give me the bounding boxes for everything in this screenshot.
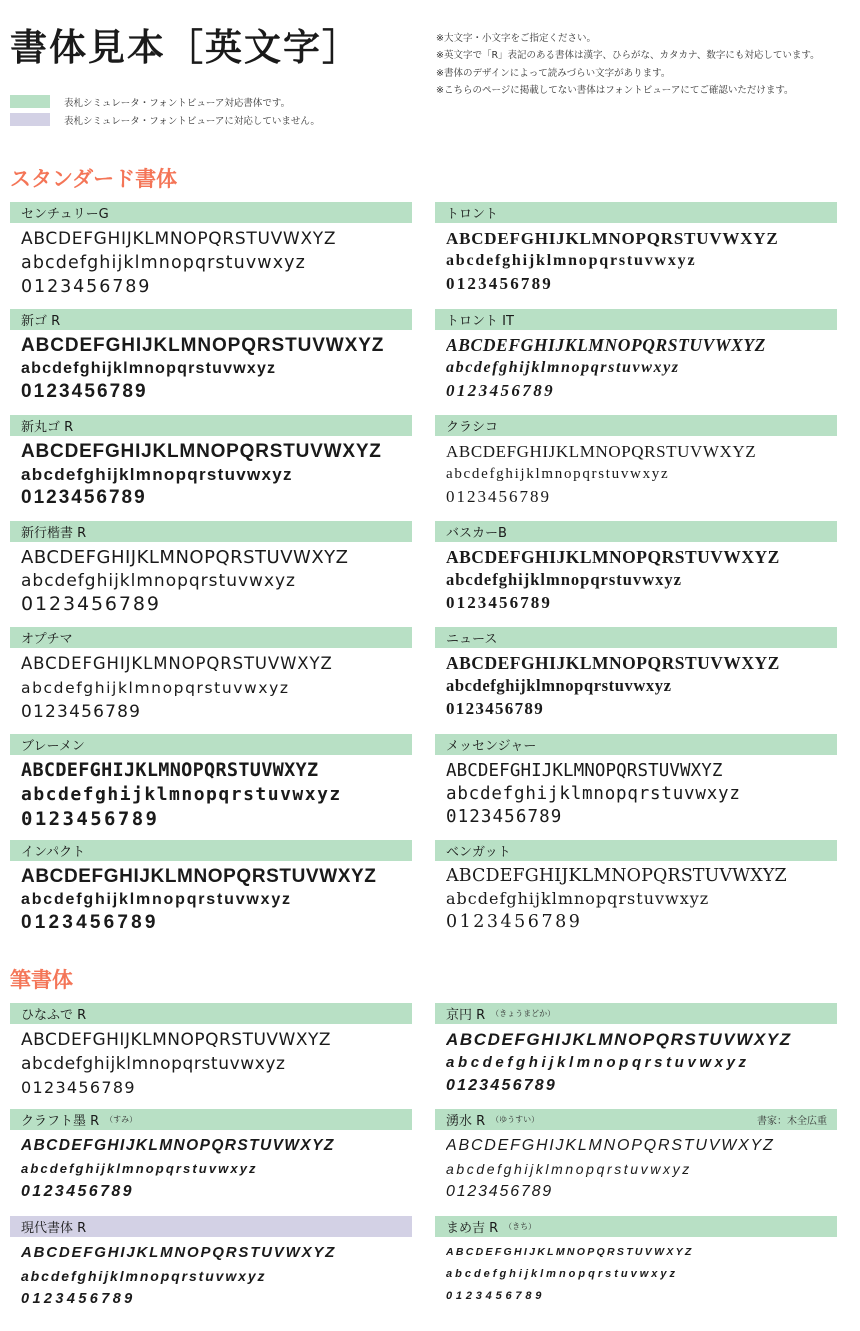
sample-lowercase: abcdefghijklmnopqrstuvwxyz: [21, 571, 296, 591]
sample-uppercase: ABCDEFGHIJKLMNOPQRSTUVWXYZ: [446, 1137, 775, 1154]
font-sample-card: [435, 734, 837, 829]
sample-digits: 0123456789: [21, 702, 142, 722]
font-sample-card: [10, 1109, 412, 1204]
legend-text: 表札シミュレータ・フォントビューア対応書体です。: [64, 97, 291, 109]
font-name-bar: [435, 840, 837, 861]
font-sample: [10, 861, 412, 935]
font-name: バスカーB: [446, 526, 507, 541]
font-sample-card: [435, 840, 837, 934]
sample-lowercase: abcdefghijklmnopqrstuvwxyz: [446, 889, 710, 908]
font-name: 現代書体 R: [21, 1221, 87, 1236]
sample-lowercase: abcdefghijklmnopqrstuvwxyz: [446, 252, 697, 269]
legend-unsupported: [10, 113, 320, 126]
font-sample-card: [435, 202, 837, 296]
sample-uppercase: ABCDEFGHIJKLMNOPQRSTUVWXYZ: [21, 335, 385, 356]
font-name-bar: [10, 1003, 412, 1024]
font-sample-card: [435, 415, 837, 509]
sample-digits: 0123456789: [446, 699, 544, 718]
sample-digits: 0123456789: [446, 912, 583, 932]
font-name: メッセンジャー: [446, 739, 537, 754]
sample-lowercase: abcdefghijklmnopqrstuvwxyz: [21, 360, 277, 377]
font-name-bar: [10, 627, 412, 648]
sample-uppercase: ABCDEFGHIJKLMNOPQRSTUVWXYZ: [21, 441, 382, 462]
sample-uppercase: ABCDEFGHIJKLMNOPQRSTUVWXYZ: [446, 866, 787, 886]
font-name-bar: [10, 309, 412, 330]
font-name-bar: [435, 415, 837, 436]
font-sample-card: [10, 521, 412, 616]
sample-lowercase: abcdefghijklmnopqrstuvwxyz: [446, 676, 672, 695]
sample-uppercase: ABCDEFGHIJKLMNOPQRSTUVWXYZ: [446, 229, 779, 248]
sample-uppercase: ABCDEFGHIJKLMNOPQRSTUVWXYZ: [21, 1137, 335, 1154]
font-sample-card: [10, 309, 412, 404]
sample-lowercase: abcdefghijklmnopqrstuvwxyz: [446, 784, 741, 804]
font-sample: [435, 861, 837, 934]
font-name-bar: [435, 1003, 837, 1024]
font-name-bar: [435, 521, 837, 542]
sample-digits: 0123456789: [21, 1291, 136, 1307]
sample-uppercase: ABCDEFGHIJKLMNOPQRSTUVWXYZ: [446, 1030, 792, 1049]
sample-digits: 0123456789: [21, 1183, 134, 1200]
font-name: 京円 R: [446, 1008, 486, 1023]
sample-uppercase: ABCDEFGHIJKLMNOPQRSTUVWXYZ: [21, 229, 337, 249]
font-sample-card: [10, 734, 412, 831]
page-title: 書体見本［英文字］: [10, 26, 361, 69]
sample-digits: 0123456789: [446, 1183, 553, 1200]
font-name: 新行楷書 R: [21, 526, 87, 541]
font-sample: [10, 436, 412, 510]
font-name-bar: [10, 840, 412, 861]
font-name-bar: [435, 1216, 837, 1237]
font-name-bar: [10, 734, 412, 755]
font-reading: （きょうまどか）: [491, 1009, 556, 1018]
font-sample-card: [435, 1109, 837, 1204]
note-item: ※大文字・小文字をご指定ください。: [436, 33, 596, 44]
font-name: 湧水 R: [446, 1114, 486, 1129]
sample-uppercase: ABCDEFGHIJKLMNOPQRSTUVWXYZ: [21, 654, 333, 673]
font-name: クラシコ: [446, 420, 499, 435]
sample-lowercase: abcdefghijklmnopqrstuvwxyz: [21, 1268, 267, 1284]
font-sample-card: [435, 309, 837, 403]
sample-lowercase: abcdefghijklmnopqrstuvwxyz: [21, 679, 290, 697]
sample-digits: 0123456789: [21, 808, 160, 830]
font-sample: [435, 542, 837, 615]
font-sample-card: [435, 1003, 837, 1098]
font-name-bar: [10, 1216, 412, 1237]
font-sample: [10, 1024, 412, 1100]
sample-digits: 0123456789: [446, 487, 551, 506]
sample-uppercase: ABCDEFGHIJKLMNOPQRSTUVWXYZ: [21, 866, 377, 887]
font-name: 新ゴ R: [21, 314, 61, 329]
font-name: ベンガット: [446, 845, 511, 860]
section-heading-standard: スタンダード書体: [10, 167, 178, 191]
sample-digits: 0123456789: [446, 381, 555, 400]
font-sample: [435, 1237, 837, 1307]
sample-uppercase: ABCDEFGHIJKLMNOPQRSTUVWXYZ: [21, 1244, 337, 1261]
font-reading: （すみ）: [105, 1115, 138, 1124]
font-name-bar: [10, 521, 412, 542]
font-name-bar: [435, 627, 837, 648]
sample-lowercase: abcdefghijklmnopqrstuvwxyz: [21, 891, 292, 908]
sample-digits: 0123456789: [446, 1077, 557, 1094]
font-sample: [435, 223, 837, 296]
legend-swatch-unsupported: [10, 113, 50, 126]
sample-lowercase: abcdefghijklmnopqrstuvwxyz: [21, 784, 342, 805]
sample-uppercase: ABCDEFGHIJKLMNOPQRSTUVWXYZ: [446, 761, 723, 781]
font-name: オプチマ: [21, 632, 73, 647]
font-sample: [10, 755, 412, 831]
font-sample-card: [10, 840, 412, 935]
sample-lowercase: abcdefghijklmnopqrstuvwxyz: [446, 1161, 692, 1177]
font-name: クラフト墨 R: [21, 1114, 100, 1129]
sample-digits: 0123456789: [446, 1290, 546, 1302]
font-reading: （ゆうすい）: [491, 1115, 540, 1124]
font-name-bar: [10, 415, 412, 436]
font-sample: [10, 648, 412, 724]
sample-uppercase: ABCDEFGHIJKLMNOPQRSTUVWXYZ: [21, 760, 319, 781]
font-sample: [435, 648, 837, 721]
font-calligrapher: 書家：木全広重: [757, 1116, 827, 1127]
font-name: まめ吉 R: [446, 1221, 499, 1236]
sample-digits: 0123456789: [446, 807, 563, 827]
sample-digits: 0123456789: [21, 1078, 136, 1097]
font-reading: （きち）: [504, 1222, 537, 1231]
font-sample: [10, 542, 412, 616]
font-name: インパクト: [21, 845, 86, 860]
font-name: 新丸ゴ R: [21, 420, 74, 435]
sample-digits: 0123456789: [21, 593, 161, 615]
notes-list: [436, 30, 820, 99]
font-sample-card: [10, 415, 412, 510]
font-sample: [10, 1130, 412, 1204]
font-sample: [435, 330, 837, 403]
font-name: センチュリーG: [21, 207, 109, 222]
sample-digits: 0123456789: [21, 487, 147, 508]
sample-uppercase: ABCDEFGHIJKLMNOPQRSTUVWXYZ: [446, 547, 780, 567]
sample-lowercase: abcdefghijklmnopqrstuvwxyz: [21, 465, 293, 484]
font-sample-card: [10, 1003, 412, 1100]
font-name-bar: [435, 1109, 837, 1130]
font-sample-card: [435, 1216, 837, 1307]
sample-digits: 0123456789: [446, 593, 552, 612]
font-sample-card: [435, 627, 837, 721]
font-sample-card: [10, 1216, 412, 1311]
sample-digits: 0123456789: [21, 277, 152, 297]
font-name-bar: [435, 202, 837, 223]
sample-uppercase: ABCDEFGHIJKLMNOPQRSTUVWXYZ: [446, 1246, 694, 1258]
legend-text: 表札シミュレータ・フォントビューアに対応していません。: [64, 115, 320, 127]
legend-supported: [10, 95, 290, 108]
font-name: ニュース: [446, 632, 498, 647]
sample-uppercase: ABCDEFGHIJKLMNOPQRSTUVWXYZ: [21, 547, 349, 568]
note-item: ※こちらのページに掲載してない書体はフォントビューアにてご確認いただけます。: [436, 84, 794, 96]
font-name: ひなふで R: [21, 1008, 87, 1023]
font-sample: [435, 1130, 837, 1204]
sample-uppercase: ABCDEFGHIJKLMNOPQRSTUVWXYZ: [21, 1030, 332, 1050]
font-sample: [10, 1237, 412, 1311]
font-sample-card: [10, 202, 412, 299]
font-sample: [435, 1024, 837, 1098]
sample-lowercase: abcdefghijklmnopqrstuvwxyz: [446, 1268, 679, 1280]
sample-lowercase: abcdefghijklmnopqrstuvwxyz: [21, 1054, 286, 1074]
font-sample: [435, 755, 837, 829]
section-heading-brush: 筆書体: [10, 968, 73, 992]
font-name: トロント IT: [446, 314, 514, 329]
sample-lowercase: abcdefghijklmnopqrstuvwxyz: [446, 466, 670, 482]
sample-digits: 0123456789: [446, 274, 553, 293]
sample-lowercase: abcdefghijklmnopqrstuvwxyz: [21, 1161, 258, 1176]
font-name-bar: [10, 1109, 412, 1130]
font-name-bar: [10, 202, 412, 223]
font-name-bar: [435, 309, 837, 330]
sample-uppercase: ABCDEFGHIJKLMNOPQRSTUVWXYZ: [446, 442, 757, 461]
font-sample-card: [10, 627, 412, 724]
font-sample-card: [435, 521, 837, 615]
font-sample: [10, 223, 412, 299]
note-item: ※英文字で「R」表記のある書体は漢字、ひらがな、カタカナ、数字にも対応しています。: [436, 50, 820, 62]
sample-uppercase: ABCDEFGHIJKLMNOPQRSTUVWXYZ: [446, 653, 780, 673]
font-name: トロント: [446, 207, 499, 222]
sample-digits: 0123456789: [21, 381, 148, 402]
sample-lowercase: abcdefghijklmnopqrstuvwxyz: [446, 570, 682, 589]
sample-lowercase: abcdefghijklmnopqrstuvwxyz: [446, 359, 680, 376]
font-sample: [435, 436, 837, 509]
sample-digits: 0123456789: [21, 912, 159, 933]
font-name: ブレーメン: [21, 739, 85, 754]
note-item: ※書体のデザインによって読みづらい文字があります。: [436, 67, 671, 79]
sample-uppercase: ABCDEFGHIJKLMNOPQRSTUVWXYZ: [446, 335, 766, 355]
legend-swatch-supported: [10, 95, 50, 108]
sample-lowercase: abcdefghijklmnopqrstuvwxyz: [21, 253, 306, 273]
font-name-bar: [435, 734, 837, 755]
font-sample: [10, 330, 412, 404]
sample-lowercase: abcdefghijklmnopqrstuvwxyz: [446, 1054, 750, 1071]
